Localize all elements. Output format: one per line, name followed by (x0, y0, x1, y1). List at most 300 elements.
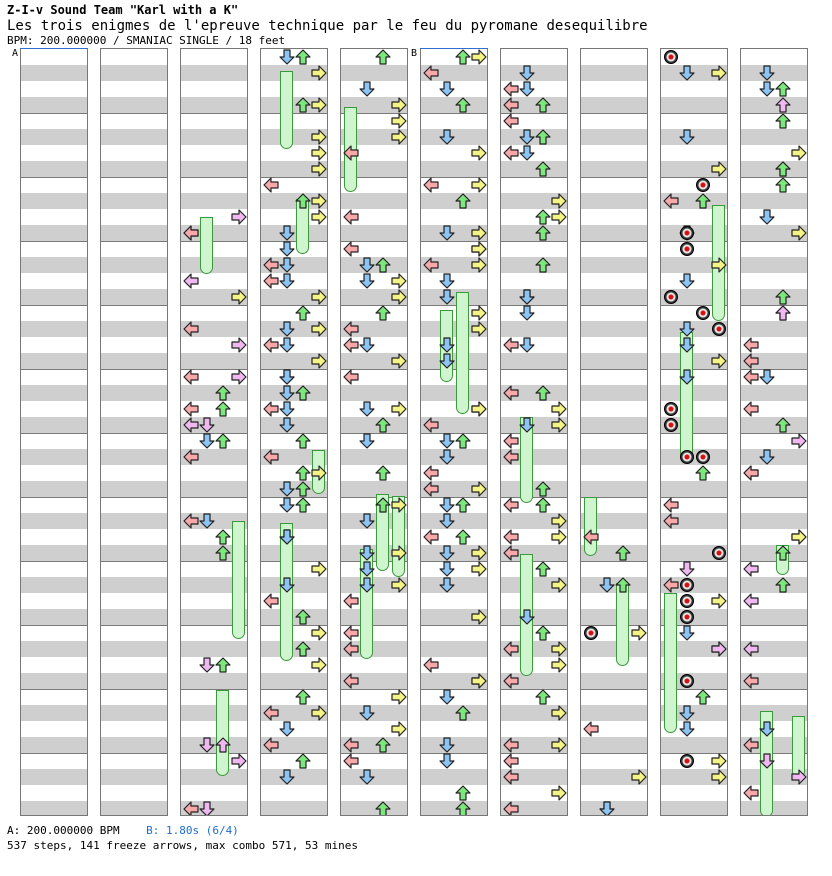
down-arrow-note (439, 289, 455, 305)
right-arrow-note (711, 353, 727, 369)
down-arrow-note (439, 737, 455, 753)
down-arrow-note (679, 561, 695, 577)
down-arrow-note (279, 529, 295, 545)
left-arrow-note (183, 417, 199, 433)
down-arrow-note (759, 209, 775, 225)
measure-column-4 (260, 48, 328, 816)
down-arrow-note (519, 145, 535, 161)
left-arrow-note (423, 529, 439, 545)
down-arrow-note (279, 369, 295, 385)
right-arrow-note (471, 177, 487, 193)
up-arrow-note (455, 801, 471, 816)
down-arrow-note (599, 577, 615, 593)
right-arrow-note (631, 769, 647, 785)
down-arrow-note (279, 417, 295, 433)
mine-note (664, 402, 678, 416)
down-arrow-note (279, 401, 295, 417)
right-arrow-note (471, 225, 487, 241)
right-arrow-note (231, 753, 247, 769)
right-arrow-note (391, 113, 407, 129)
right-arrow-note (471, 321, 487, 337)
up-arrow-note (535, 625, 551, 641)
freeze-arrow (616, 583, 629, 666)
left-arrow-note (743, 641, 759, 657)
bpm-legend (7, 824, 239, 837)
up-arrow-note (215, 737, 231, 753)
left-arrow-note (503, 545, 519, 561)
right-arrow-note (711, 65, 727, 81)
up-arrow-note (455, 193, 471, 209)
up-arrow-note (535, 689, 551, 705)
up-arrow-note (295, 49, 311, 65)
down-arrow-note (359, 337, 375, 353)
left-arrow-note (343, 145, 359, 161)
left-arrow-note (503, 753, 519, 769)
up-arrow-note (215, 401, 231, 417)
up-arrow-note (695, 689, 711, 705)
bpm-marker-a: A (12, 48, 19, 59)
right-arrow-note (311, 145, 327, 161)
left-arrow-note (503, 737, 519, 753)
freeze-arrow (664, 593, 677, 733)
down-arrow-note (679, 273, 695, 289)
down-arrow-note (679, 369, 695, 385)
right-arrow-note (711, 257, 727, 273)
chart-meta: BPM: 200.000000 / SMANIAC SINGLE / 18 feet (7, 34, 286, 47)
down-arrow-note (759, 369, 775, 385)
left-arrow-note (503, 81, 519, 97)
right-arrow-note (551, 513, 567, 529)
up-arrow-note (295, 753, 311, 769)
down-arrow-note (439, 353, 455, 369)
left-arrow-note (663, 193, 679, 209)
right-arrow-note (471, 673, 487, 689)
down-arrow-note (519, 81, 535, 97)
down-arrow-note (199, 417, 215, 433)
up-arrow-note (695, 193, 711, 209)
measure-column-1 (20, 48, 88, 816)
left-arrow-note (343, 737, 359, 753)
mine-note (712, 546, 726, 560)
right-arrow-note (551, 657, 567, 673)
bpm-change-line-a (20, 48, 88, 49)
up-arrow-note (695, 465, 711, 481)
left-arrow-note (743, 785, 759, 801)
up-arrow-note (775, 577, 791, 593)
down-arrow-note (679, 705, 695, 721)
down-arrow-note (359, 545, 375, 561)
right-arrow-note (791, 433, 807, 449)
mine-note (680, 754, 694, 768)
right-arrow-note (711, 769, 727, 785)
up-arrow-note (215, 545, 231, 561)
up-arrow-note (375, 257, 391, 273)
right-arrow-note (391, 353, 407, 369)
chart-stats: 537 steps, 141 freeze arrows, max combo 571, 53 mines (7, 839, 358, 852)
measure-column-10 (740, 48, 808, 816)
right-arrow-note (391, 289, 407, 305)
right-arrow-note (551, 577, 567, 593)
right-arrow-note (551, 209, 567, 225)
right-arrow-note (631, 625, 647, 641)
left-arrow-note (343, 753, 359, 769)
right-arrow-note (231, 337, 247, 353)
down-arrow-note (759, 753, 775, 769)
mine-note (696, 178, 710, 192)
left-arrow-note (343, 209, 359, 225)
down-arrow-note (279, 577, 295, 593)
up-arrow-note (535, 161, 551, 177)
left-arrow-note (743, 353, 759, 369)
down-arrow-note (359, 433, 375, 449)
left-arrow-note (423, 177, 439, 193)
right-arrow-note (391, 97, 407, 113)
freeze-arrow (200, 217, 213, 274)
left-arrow-note (503, 433, 519, 449)
right-arrow-note (311, 561, 327, 577)
right-arrow-note (791, 529, 807, 545)
left-arrow-note (343, 369, 359, 385)
right-arrow-note (471, 401, 487, 417)
right-arrow-note (311, 161, 327, 177)
left-arrow-note (183, 513, 199, 529)
up-arrow-note (535, 257, 551, 273)
right-arrow-note (711, 753, 727, 769)
freeze-arrow (280, 71, 293, 149)
left-arrow-note (343, 593, 359, 609)
up-arrow-note (375, 417, 391, 433)
left-arrow-note (423, 465, 439, 481)
up-arrow-note (455, 49, 471, 65)
left-arrow-note (343, 241, 359, 257)
down-arrow-note (279, 721, 295, 737)
up-arrow-note (455, 705, 471, 721)
down-arrow-note (519, 609, 535, 625)
down-arrow-note (279, 257, 295, 273)
right-arrow-note (471, 609, 487, 625)
down-arrow-note (439, 497, 455, 513)
left-arrow-note (263, 337, 279, 353)
down-arrow-note (519, 129, 535, 145)
up-arrow-note (295, 497, 311, 513)
down-arrow-note (439, 513, 455, 529)
down-arrow-note (519, 417, 535, 433)
down-arrow-note (679, 337, 695, 353)
left-arrow-note (183, 449, 199, 465)
down-arrow-note (279, 273, 295, 289)
left-arrow-note (583, 721, 599, 737)
right-arrow-note (551, 417, 567, 433)
left-arrow-note (183, 401, 199, 417)
mine-note (696, 450, 710, 464)
left-arrow-note (503, 385, 519, 401)
down-arrow-note (599, 801, 615, 816)
down-arrow-note (359, 401, 375, 417)
mine-note (680, 674, 694, 688)
mine-note (680, 226, 694, 240)
down-arrow-note (439, 225, 455, 241)
freeze-arrow (456, 292, 469, 414)
right-arrow-note (311, 465, 327, 481)
down-arrow-note (679, 129, 695, 145)
up-arrow-note (455, 529, 471, 545)
right-arrow-note (391, 273, 407, 289)
up-arrow-note (295, 609, 311, 625)
bpm-legend-a: A: 200.000000 BPM (7, 824, 120, 837)
down-arrow-note (679, 625, 695, 641)
right-arrow-note (471, 481, 487, 497)
left-arrow-note (343, 641, 359, 657)
up-arrow-note (535, 225, 551, 241)
left-arrow-note (743, 673, 759, 689)
up-arrow-note (215, 529, 231, 545)
measure-column-3 (180, 48, 248, 816)
right-arrow-note (311, 129, 327, 145)
left-arrow-note (503, 529, 519, 545)
up-arrow-note (775, 177, 791, 193)
down-arrow-note (279, 481, 295, 497)
measure-column-5 (340, 48, 408, 816)
left-arrow-note (663, 497, 679, 513)
down-arrow-note (439, 561, 455, 577)
right-arrow-note (231, 209, 247, 225)
mine-note (680, 610, 694, 624)
right-arrow-note (311, 625, 327, 641)
up-arrow-note (615, 545, 631, 561)
left-arrow-note (423, 65, 439, 81)
up-arrow-note (295, 481, 311, 497)
up-arrow-note (775, 97, 791, 113)
down-arrow-note (279, 337, 295, 353)
left-arrow-note (743, 337, 759, 353)
down-arrow-note (679, 65, 695, 81)
right-arrow-note (311, 193, 327, 209)
down-arrow-note (439, 433, 455, 449)
down-arrow-note (359, 577, 375, 593)
left-arrow-note (743, 737, 759, 753)
down-arrow-note (759, 65, 775, 81)
left-arrow-note (423, 481, 439, 497)
down-arrow-note (279, 49, 295, 65)
left-arrow-note (503, 337, 519, 353)
up-arrow-note (455, 433, 471, 449)
left-arrow-note (263, 737, 279, 753)
left-arrow-note (503, 449, 519, 465)
right-arrow-note (311, 353, 327, 369)
left-arrow-note (423, 657, 439, 673)
left-arrow-note (503, 113, 519, 129)
left-arrow-note (343, 321, 359, 337)
down-arrow-note (439, 81, 455, 97)
freeze-arrow (232, 521, 245, 639)
mine-note (680, 578, 694, 592)
down-arrow-note (279, 385, 295, 401)
down-arrow-note (359, 705, 375, 721)
right-arrow-note (391, 689, 407, 705)
down-arrow-note (199, 737, 215, 753)
chart-subtitle: Les trois enigmes de l'epreuve technique par le feu du pyromane desequilibre (7, 18, 648, 34)
right-arrow-note (231, 369, 247, 385)
up-arrow-note (535, 209, 551, 225)
right-arrow-note (791, 769, 807, 785)
left-arrow-note (663, 577, 679, 593)
up-arrow-note (535, 497, 551, 513)
left-arrow-note (423, 257, 439, 273)
mine-note (664, 418, 678, 432)
up-arrow-note (775, 161, 791, 177)
up-arrow-note (535, 561, 551, 577)
left-arrow-note (263, 593, 279, 609)
up-arrow-note (455, 497, 471, 513)
down-arrow-note (439, 129, 455, 145)
right-arrow-note (311, 97, 327, 113)
down-arrow-note (759, 721, 775, 737)
left-arrow-note (503, 769, 519, 785)
right-arrow-note (471, 305, 487, 321)
mine-note (696, 306, 710, 320)
left-arrow-note (743, 465, 759, 481)
up-arrow-note (375, 801, 391, 816)
down-arrow-note (759, 81, 775, 97)
down-arrow-note (279, 241, 295, 257)
down-arrow-note (519, 337, 535, 353)
left-arrow-note (263, 177, 279, 193)
right-arrow-note (711, 593, 727, 609)
up-arrow-note (775, 289, 791, 305)
left-arrow-note (503, 97, 519, 113)
down-arrow-note (439, 337, 455, 353)
bpm-change-line-b (420, 48, 488, 49)
left-arrow-note (743, 401, 759, 417)
down-arrow-note (759, 449, 775, 465)
right-arrow-note (391, 497, 407, 513)
up-arrow-note (215, 385, 231, 401)
left-arrow-note (423, 417, 439, 433)
right-arrow-note (391, 129, 407, 145)
up-arrow-note (775, 81, 791, 97)
up-arrow-note (775, 417, 791, 433)
down-arrow-note (279, 769, 295, 785)
right-arrow-note (551, 705, 567, 721)
right-arrow-note (311, 705, 327, 721)
up-arrow-note (775, 113, 791, 129)
song-title: Z-I-v Sound Team "Karl with a K" (7, 3, 239, 17)
right-arrow-note (311, 657, 327, 673)
bpm-marker-b: B (411, 48, 418, 59)
left-arrow-note (503, 801, 519, 816)
freeze-arrow (216, 690, 229, 776)
up-arrow-note (615, 577, 631, 593)
left-arrow-note (503, 673, 519, 689)
up-arrow-note (455, 785, 471, 801)
right-arrow-note (551, 401, 567, 417)
right-arrow-note (311, 65, 327, 81)
up-arrow-note (295, 97, 311, 113)
down-arrow-note (199, 657, 215, 673)
up-arrow-note (375, 497, 391, 513)
left-arrow-note (183, 273, 199, 289)
left-arrow-note (503, 641, 519, 657)
down-arrow-note (439, 753, 455, 769)
up-arrow-note (215, 433, 231, 449)
up-arrow-note (375, 305, 391, 321)
down-arrow-note (199, 433, 215, 449)
down-arrow-note (439, 689, 455, 705)
up-arrow-note (295, 193, 311, 209)
left-arrow-note (183, 321, 199, 337)
left-arrow-note (743, 369, 759, 385)
down-arrow-note (519, 305, 535, 321)
right-arrow-note (391, 577, 407, 593)
up-arrow-note (375, 49, 391, 65)
right-arrow-note (711, 641, 727, 657)
mine-note (680, 594, 694, 608)
measure-column-8 (580, 48, 648, 816)
up-arrow-note (375, 737, 391, 753)
up-arrow-note (295, 433, 311, 449)
down-arrow-note (679, 321, 695, 337)
right-arrow-note (471, 545, 487, 561)
down-arrow-note (359, 81, 375, 97)
freeze-arrow (584, 497, 597, 556)
left-arrow-note (743, 561, 759, 577)
mine-note (664, 50, 678, 64)
up-arrow-note (295, 689, 311, 705)
up-arrow-note (775, 305, 791, 321)
left-arrow-note (503, 497, 519, 513)
down-arrow-note (359, 273, 375, 289)
up-arrow-note (775, 545, 791, 561)
measure-column-6 (420, 48, 488, 816)
measure-column-9 (660, 48, 728, 816)
left-arrow-note (183, 369, 199, 385)
right-arrow-note (551, 529, 567, 545)
right-arrow-note (471, 241, 487, 257)
up-arrow-note (295, 641, 311, 657)
down-arrow-note (439, 577, 455, 593)
right-arrow-note (391, 545, 407, 561)
right-arrow-note (791, 225, 807, 241)
down-arrow-note (199, 801, 215, 816)
right-arrow-note (471, 49, 487, 65)
right-arrow-note (711, 161, 727, 177)
up-arrow-note (295, 465, 311, 481)
right-arrow-note (471, 257, 487, 273)
left-arrow-note (343, 625, 359, 641)
up-arrow-note (295, 305, 311, 321)
down-arrow-note (359, 769, 375, 785)
down-arrow-note (359, 561, 375, 577)
left-arrow-note (263, 705, 279, 721)
down-arrow-note (439, 545, 455, 561)
right-arrow-note (791, 145, 807, 161)
right-arrow-note (551, 785, 567, 801)
left-arrow-note (583, 529, 599, 545)
right-arrow-note (551, 737, 567, 753)
left-arrow-note (503, 145, 519, 161)
left-arrow-note (183, 801, 199, 816)
up-arrow-note (455, 97, 471, 113)
mine-note (712, 322, 726, 336)
left-arrow-note (263, 401, 279, 417)
left-arrow-note (263, 449, 279, 465)
up-arrow-note (295, 385, 311, 401)
up-arrow-note (535, 129, 551, 145)
up-arrow-note (535, 97, 551, 113)
left-arrow-note (183, 225, 199, 241)
down-arrow-note (519, 65, 535, 81)
down-arrow-note (359, 513, 375, 529)
